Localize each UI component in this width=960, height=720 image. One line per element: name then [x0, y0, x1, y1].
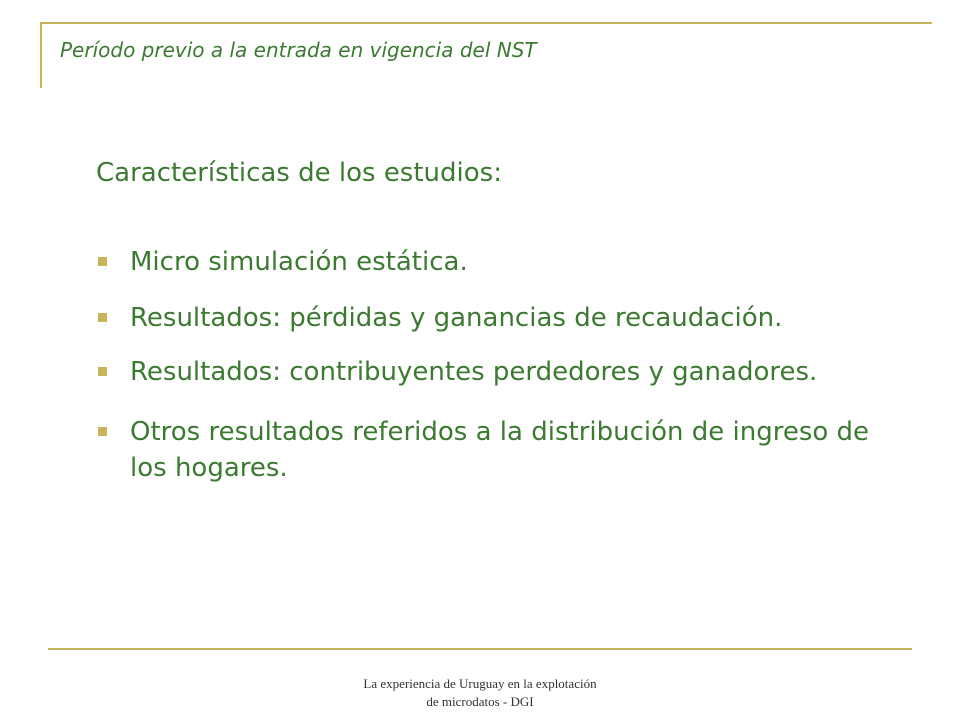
- slide-title: Período previo a la entrada en vigencia del NST: [60, 38, 537, 62]
- square-bullet-icon: [98, 313, 107, 322]
- bullet-list: [96, 244, 896, 506]
- bullet-item: [96, 244, 896, 280]
- header-left-rule: [40, 22, 42, 88]
- square-bullet-icon: [98, 257, 107, 266]
- bullet-item: [96, 414, 896, 486]
- bullet-text: Micro simulación estática.: [130, 247, 468, 277]
- header-top-rule: [40, 22, 932, 24]
- bullet-text: Resultados: pérdidas y ganancias de recaudación.: [130, 303, 783, 333]
- bullet-text: Otros resultados referidos a la distribución de ingreso de los hogares.: [130, 417, 870, 483]
- section-heading: Características de los estudios:: [96, 158, 502, 188]
- bullet-item: [96, 300, 896, 336]
- square-bullet-icon: [98, 427, 107, 436]
- footer-line-1: La experiencia de Uruguay en la explotación: [363, 676, 597, 691]
- bullet-item: [96, 354, 896, 390]
- footer: [0, 675, 960, 711]
- footer-rule: [48, 648, 912, 650]
- bullet-text: Resultados: contribuyentes perdedores y ganadores.: [130, 357, 818, 387]
- square-bullet-icon: [98, 367, 107, 376]
- footer-line-2: de microdatos - DGI: [426, 694, 534, 709]
